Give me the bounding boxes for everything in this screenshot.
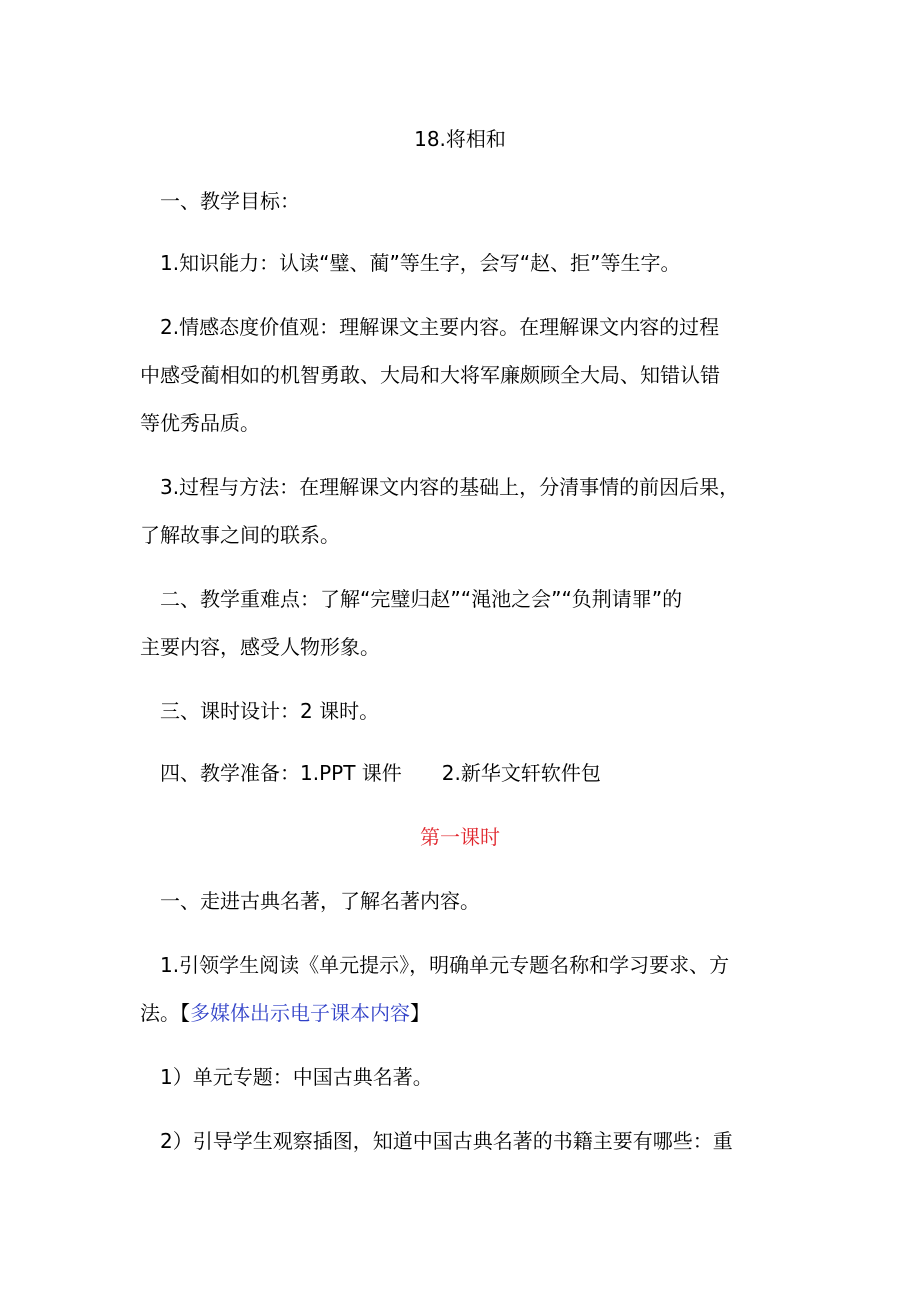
- objective-2-line-3: 等优秀品质。: [140, 411, 260, 435]
- step-1-item-1-line-2: [140, 998, 780, 1028]
- objective-2-line-2: 中感受蔺相如的机智勇敢、大局和大将军廉颇顾全大局、知错认错: [140, 363, 720, 387]
- preparation: 四、教学准备：1.PPT 课件 2.新华文轩软件包: [160, 761, 601, 785]
- bracket-close: 】: [410, 1001, 430, 1025]
- bracket-open: 法。【: [140, 1001, 190, 1025]
- objective-1: 1.知识能力：认读“璧、蔺”等生字，会写“赵、拒”等生字。: [160, 251, 681, 275]
- key-points-line-1: 二、教学重难点：了解“完璧归赵”“渑池之会”“负荆请罪”的: [160, 587, 683, 611]
- key-points-line-2: 主要内容，感受人物形象。: [140, 635, 380, 659]
- objective-3-line-1: 3.过程与方法：在理解课文内容的基础上，分清事情的前因后果，: [160, 475, 740, 499]
- sub-item-1: 1）单元专题：中国古典名著。: [160, 1065, 433, 1089]
- period-design: 三、课时设计：2 课时。: [160, 699, 380, 723]
- document-title: 18.将相和: [414, 127, 506, 151]
- step-1-heading: 一、走进古典名著，了解名著内容。: [160, 889, 480, 913]
- lesson-heading: 第一课时: [420, 825, 500, 849]
- objectives-heading: 一、教学目标：: [160, 189, 300, 213]
- objective-2-line-1: 2.情感态度价值观：理解课文主要内容。在理解课文内容的过程: [160, 315, 720, 339]
- multimedia-link[interactable]: 多媒体出示电子课本内容: [190, 1001, 410, 1025]
- objective-3-line-2: 了解故事之间的联系。: [140, 523, 340, 547]
- sub-item-2: 2）引导学生观察插图，知道中国古典名著的书籍主要有哪些：重: [160, 1129, 733, 1153]
- step-1-item-1-line-1: 1.引领学生阅读《单元提示》，明确单元专题名称和学习要求、方: [160, 953, 730, 977]
